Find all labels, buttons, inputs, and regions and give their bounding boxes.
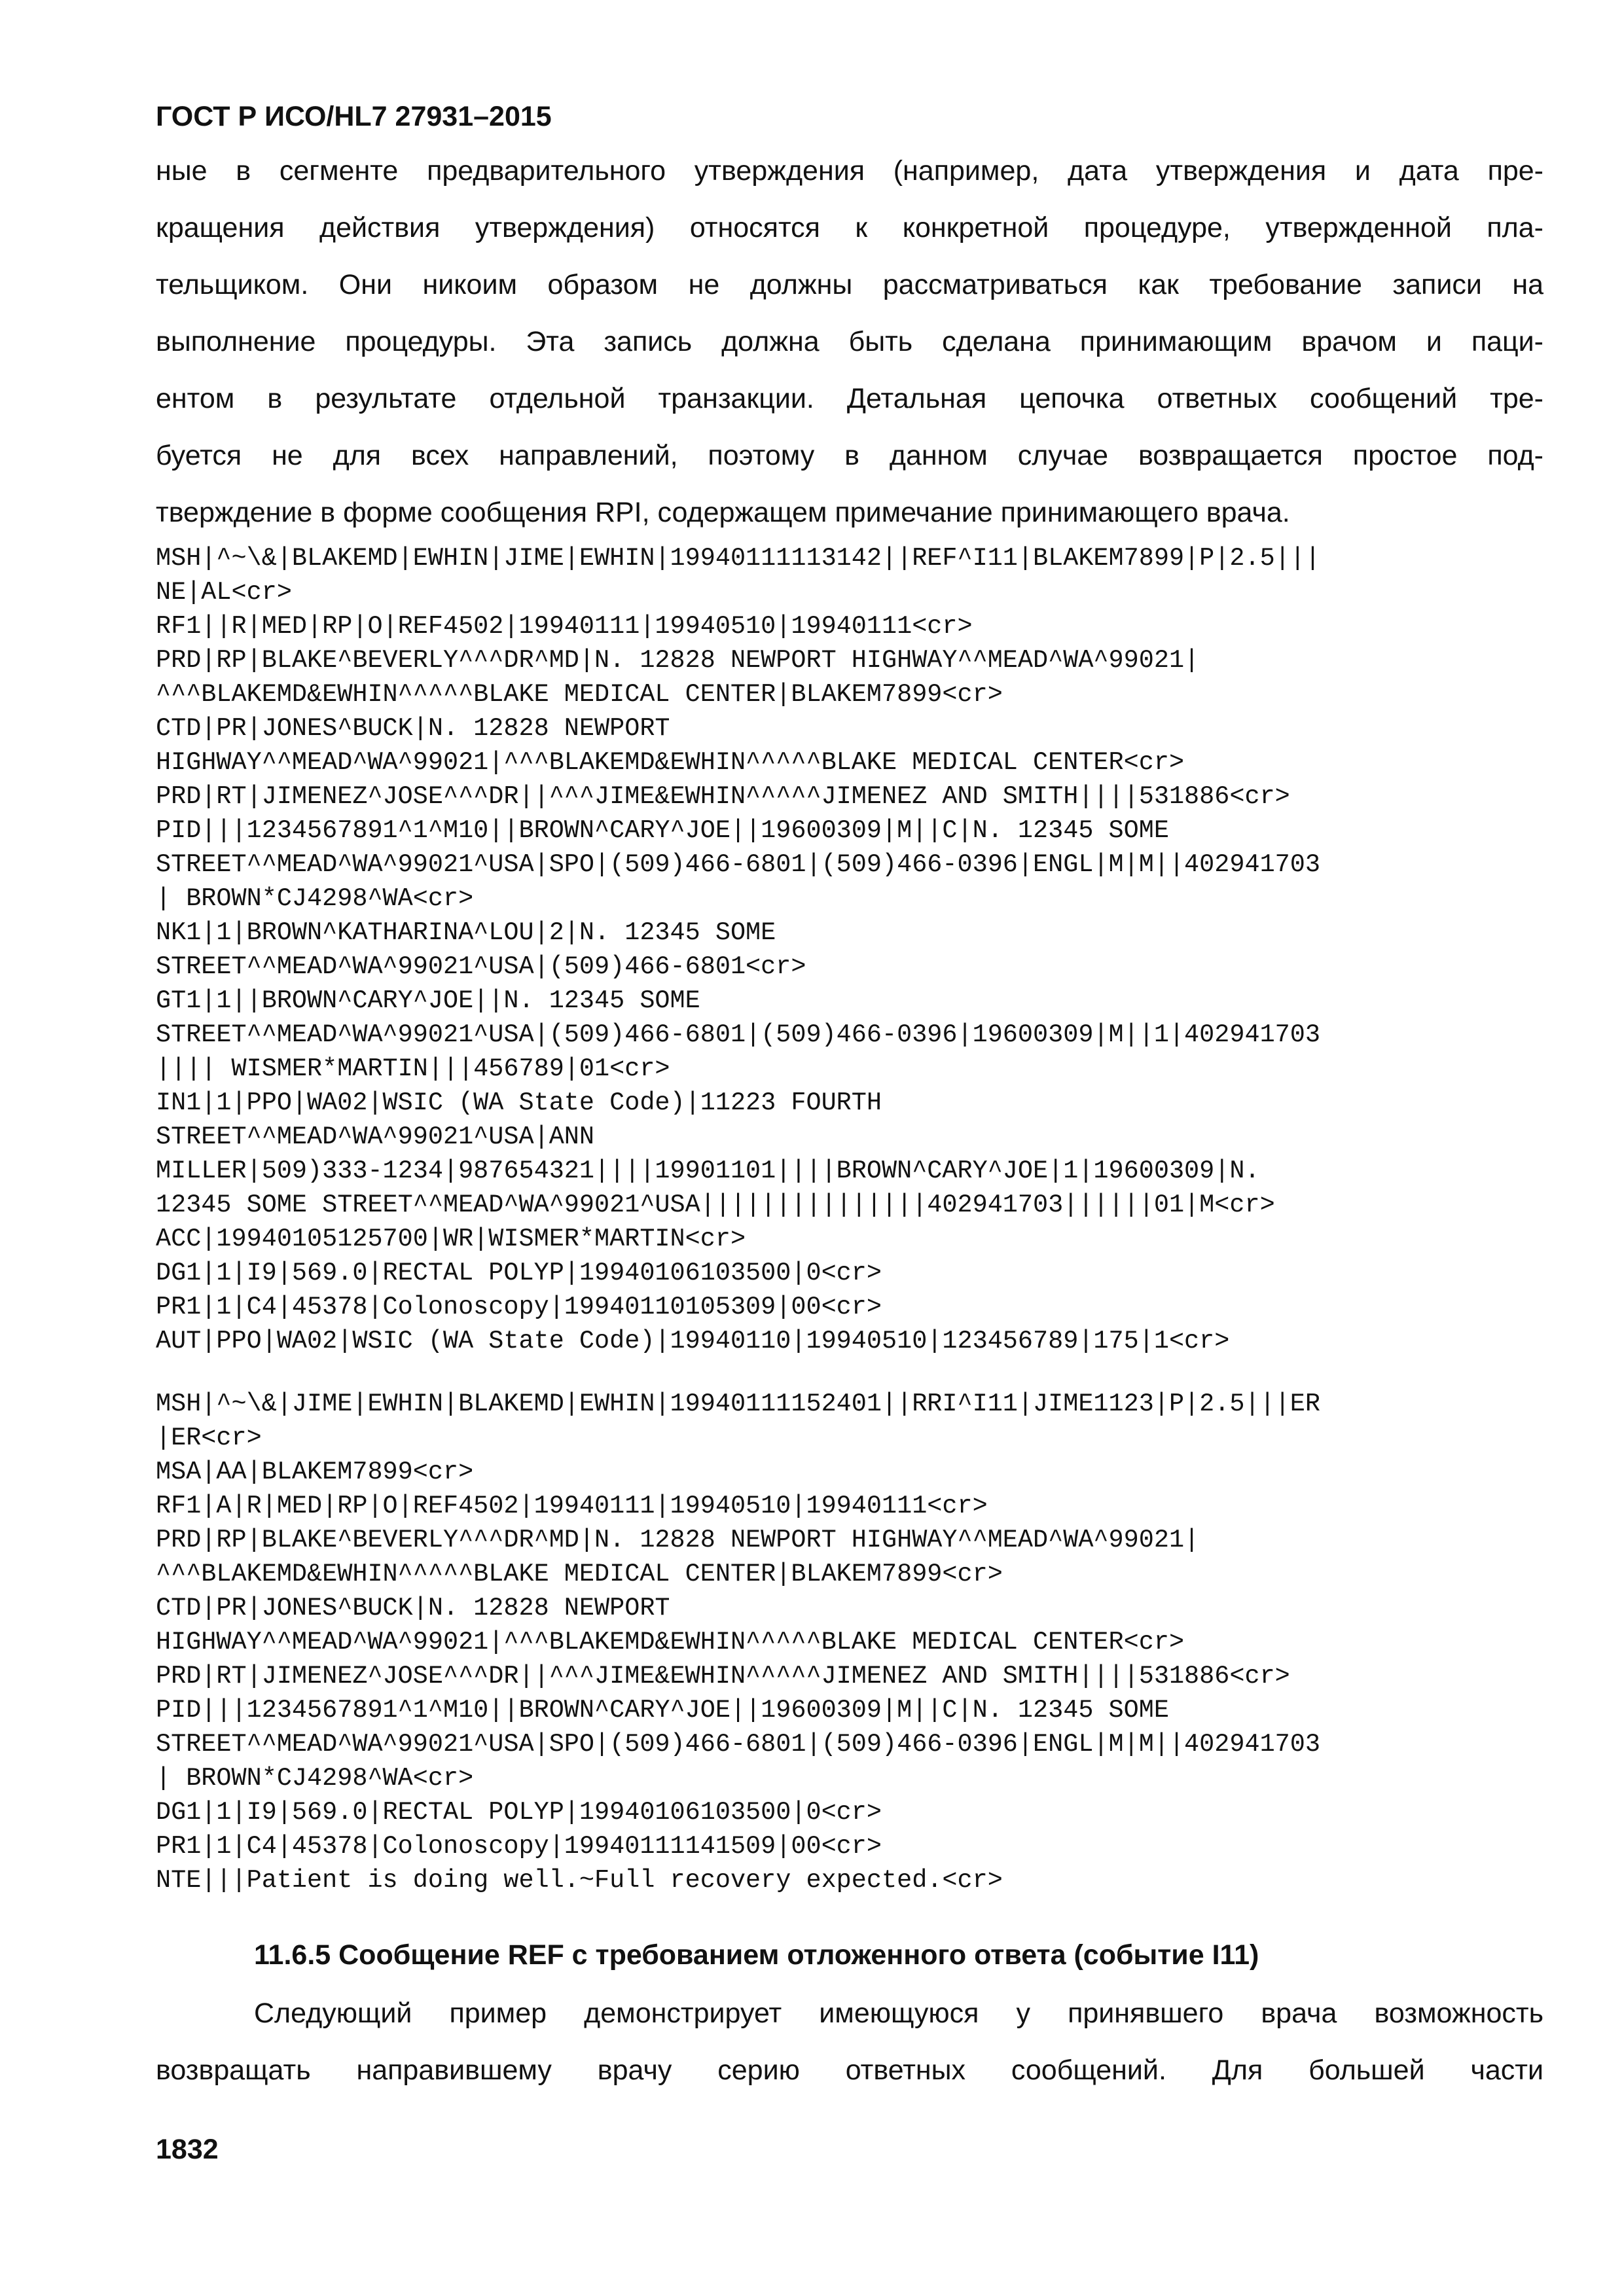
intro-line: ные в сегменте предварительного утверждения (например, дата утверждения и дата пре-	[156, 155, 1543, 187]
code-line: NTE|||Patient is doing well.~Full recovery expected.<cr>	[156, 1866, 1003, 1895]
code-line: |ER<cr>	[156, 1424, 262, 1452]
code-line: 12345 SOME STREET^^MEAD^WA^99021^USA|||||||||||||||402941703||||||01|M<cr>	[156, 1191, 1275, 1219]
code-line: STREET^^MEAD^WA^99021^USA|(509)466-6801|(509)466-0396|19600309|M||1|402941703	[156, 1020, 1320, 1049]
code-line: HIGHWAY^^MEAD^WA^99021|^^^BLAKEMD&EWHIN^^^^^BLAKE MEDICAL CENTER<cr>	[156, 1628, 1185, 1657]
code-line: DG1|1|I9|569.0|RECTAL POLYP|19940106103500|0<cr>	[156, 1798, 882, 1827]
code-line: STREET^^MEAD^WA^99021^USA|SPO|(509)466-6801|(509)466-0396|ENGL|M|M||402941703	[156, 1730, 1320, 1759]
code-line: PRD|RP|BLAKE^BEVERLY^^^DR^MD|N. 12828 NEWPORT HIGHWAY^^MEAD^WA^99021|	[156, 1526, 1200, 1554]
hl7-message-rri	[156, 1387, 1543, 1897]
intro-line: тельщиком. Они никоим образом не должны рассматриваться как требование записи на	[156, 269, 1543, 300]
code-line: PR1|1|C4|45378|Colonoscopy|19940110105309|00<cr>	[156, 1293, 882, 1321]
section-heading: 11.6.5 Сообщение REF с требованием отложенного ответа (событие I11)	[254, 1939, 1259, 1971]
code-line: NE|AL<cr>	[156, 578, 292, 607]
document-page	[156, 97, 1543, 2099]
intro-paragraph	[156, 143, 1543, 541]
code-line: PRD|RP|BLAKE^BEVERLY^^^DR^MD|N. 12828 NEWPORT HIGHWAY^^MEAD^WA^99021|	[156, 646, 1200, 675]
code-line: PID|||1234567891^1^M10||BROWN^CARY^JOE||19600309|M||C|N. 12345 SOME	[156, 816, 1169, 845]
code-line: | BROWN*CJ4298^WA<cr>	[156, 884, 474, 913]
code-line: AUT|PPO|WA02|WSIC (WA State Code)|19940110|19940510|123456789|175|1<cr>	[156, 1327, 1230, 1355]
code-line: | BROWN*CJ4298^WA<cr>	[156, 1764, 474, 1793]
code-line: CTD|PR|JONES^BUCK|N. 12828 NEWPORT	[156, 714, 670, 743]
body-paragraph	[156, 1985, 1543, 2099]
intro-line: кращения действия утверждения) относятся к конкретной процедуре, утвержденной пла-	[156, 212, 1543, 243]
code-line: MILLER|509)333-1234|987654321||||19901101||||BROWN^CARY^JOE|1|19600309|N.	[156, 1157, 1260, 1185]
code-line: RF1|A|R|MED|RP|O|REF4502|19940111|19940510|19940111<cr>	[156, 1492, 988, 1520]
hl7-message-ref	[156, 541, 1543, 1358]
code-line: PID|||1234567891^1^M10||BROWN^CARY^JOE||19600309|M||C|N. 12345 SOME	[156, 1696, 1169, 1725]
code-line: STREET^^MEAD^WA^99021^USA|(509)466-6801<cr>	[156, 952, 806, 981]
code-block-spacer	[156, 1358, 1543, 1387]
intro-line: буется не для всех направлений, поэтому в данном случае возвращается простое под-	[156, 440, 1543, 471]
code-line: STREET^^MEAD^WA^99021^USA|SPO|(509)466-6801|(509)466-0396|ENGL|M|M||402941703	[156, 850, 1320, 879]
intro-line: тверждение в форме сообщения RPI, содержащем примечание принимающего врача.	[156, 497, 1290, 528]
code-line: IN1|1|PPO|WA02|WSIC (WA State Code)|11223 FOURTH	[156, 1088, 882, 1117]
code-line: CTD|PR|JONES^BUCK|N. 12828 NEWPORT	[156, 1594, 670, 1623]
intro-line: выполнение процедуры. Эта запись должна быть сделана принимающим врачом и паци-	[156, 326, 1543, 357]
code-line: GT1|1||BROWN^CARY^JOE||N. 12345 SOME	[156, 986, 700, 1015]
code-line: MSH|^~\&|BLAKEMD|EWHIN|JIME|EWHIN|19940111113142||REF^I11|BLAKEM7899|P|2.5|||	[156, 544, 1320, 573]
code-line: DG1|1|I9|569.0|RECTAL POLYP|19940106103500|0<cr>	[156, 1259, 882, 1287]
code-line: MSH|^~\&|JIME|EWHIN|BLAKEMD|EWHIN|19940111152401||RRI^I11|JIME1123|P|2.5|||ER	[156, 1390, 1320, 1418]
code-line: ^^^BLAKEMD&EWHIN^^^^^BLAKE MEDICAL CENTER|BLAKEM7899<cr>	[156, 1560, 1003, 1588]
code-line: HIGHWAY^^MEAD^WA^99021|^^^BLAKEMD&EWHIN^^^^^BLAKE MEDICAL CENTER<cr>	[156, 748, 1185, 777]
code-line: ACC|19940105125700|WR|WISMER*MARTIN<cr>	[156, 1225, 746, 1253]
code-line: MSA|AA|BLAKEM7899<cr>	[156, 1458, 474, 1486]
body-line: возвращать направившему врачу серию ответных сообщений. Для большей части	[156, 2054, 1543, 2086]
page-number: 1832	[156, 2134, 219, 2165]
document-standard-title: ГОСТ Р ИСО/HL7 27931–2015	[156, 101, 552, 132]
intro-line: ентом в результате отдельной транзакции. Детальная цепочка ответных сообщений тре-	[156, 383, 1543, 414]
code-line: ^^^BLAKEMD&EWHIN^^^^^BLAKE MEDICAL CENTER|BLAKEM7899<cr>	[156, 680, 1003, 709]
code-line: STREET^^MEAD^WA^99021^USA|ANN	[156, 1122, 595, 1151]
code-line: PR1|1|C4|45378|Colonoscopy|19940111141509|00<cr>	[156, 1832, 882, 1861]
code-line: PRD|RT|JIMENEZ^JOSE^^^DR||^^^JIME&EWHIN^^^^^JIMENEZ AND SMITH||||531886<cr>	[156, 1662, 1290, 1691]
code-line: NK1|1|BROWN^KATHARINA^LOU|2|N. 12345 SOME	[156, 918, 776, 947]
code-line: PRD|RT|JIMENEZ^JOSE^^^DR||^^^JIME&EWHIN^^^^^JIMENEZ AND SMITH||||531886<cr>	[156, 782, 1290, 811]
body-line: Следующий пример демонстрирует имеющуюся у принявшего врача возможность	[254, 1998, 1543, 2029]
code-line: RF1||R|MED|RP|O|REF4502|19940111|19940510|19940111<cr>	[156, 612, 973, 641]
code-line: |||| WISMER*MARTIN|||456789|01<cr>	[156, 1054, 670, 1083]
